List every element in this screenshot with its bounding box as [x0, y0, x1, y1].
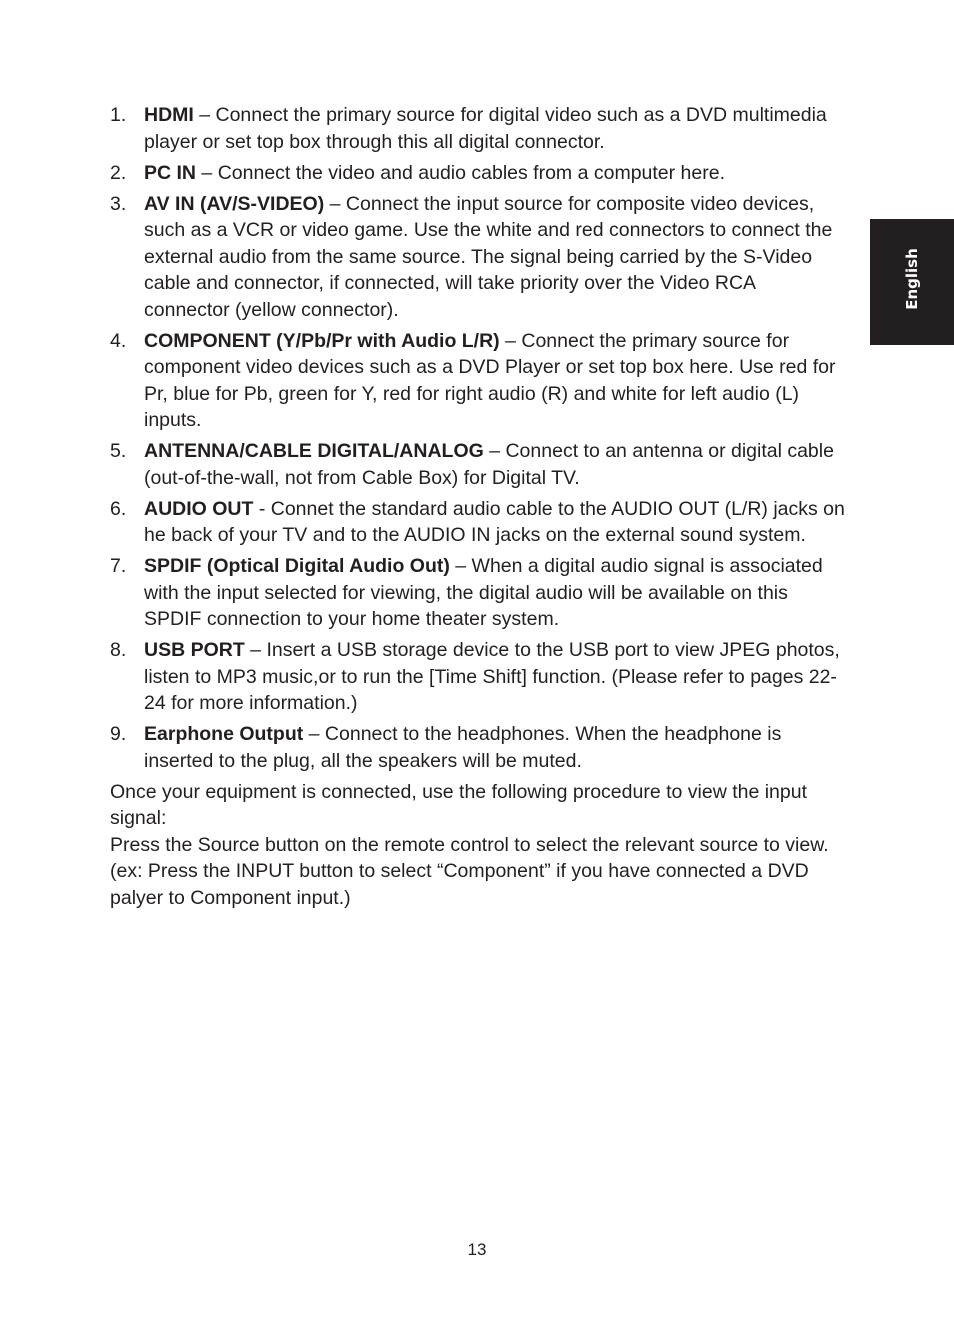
item-number: 9. [110, 723, 127, 745]
item-number: 2. [110, 161, 127, 184]
list-item-component [110, 328, 845, 434]
item-number: 7. [110, 555, 127, 577]
item-text: – Connect to an antenna or digital cable (out-of-the-wall, not from Cable Box) for Digital TV. [144, 440, 834, 489]
item-text: – When a digital audio signal is associated with the input selected for viewing, the digital audio will be available on this SPDIF connection to your home theater system. [144, 555, 823, 630]
procedure-example-paragraph: (ex: Press the INPUT button to select “Component” if you have connected a DVD palyer to Component input.) [110, 860, 809, 909]
list-item-spdif [110, 553, 845, 633]
item-number: 1. [110, 104, 127, 126]
list-item-pc-in [110, 160, 845, 187]
language-tab-label: English [903, 248, 921, 310]
item-term: Earphone Output [144, 723, 304, 745]
language-side-tab [870, 219, 954, 345]
item-text: – Connect the primary source for component video devices such as a DVD Player or set top box here. Use red for Pr, blue for Pb, green for Y, red for right audio (R) and white for left audio (L) inputs. [144, 329, 836, 431]
item-text: – Connect to the headphones. When the headphone is inserted to the plug, all the speakers will be muted. [144, 723, 782, 772]
list-item-hdmi [110, 102, 845, 155]
connector-list [110, 102, 845, 774]
item-term: PC IN [144, 161, 197, 184]
procedure-step-paragraph: Press the Source button on the remote control to select the relevant source to view. [110, 833, 829, 856]
item-number: 3. [110, 192, 127, 215]
item-text: – Insert a USB storage device to the USB port to view JPEG photos, listen to MP3 music,or to run the [Time Shift] function. (Please refer to pages 22-24 for more information.) [144, 639, 840, 714]
item-text: - Connet the standard audio cable to the AUDIO OUT (L/R) jacks on he back of your TV and to the AUDIO IN jacks on the external sound system. [144, 497, 845, 546]
item-number: 8. [110, 639, 127, 661]
item-number: 5. [110, 440, 127, 462]
item-number: 4. [110, 329, 127, 352]
item-text: – Connect the input source for composite video devices, such as a VCR or video game. Use the white and red connectors to connect the external audio from the same source. The signal being carried by the S-Video cable and connector, if connected, will take priority over the Video RCA connector (yellow connector). [144, 192, 833, 321]
item-term: COMPONENT (Y/Pb/Pr with Audio L/R) [144, 329, 500, 352]
item-number: 6. [110, 497, 127, 520]
item-term: AV IN (AV/S-VIDEO) [144, 192, 325, 215]
item-term: USB PORT [144, 639, 245, 661]
item-term: HDMI [144, 104, 194, 126]
list-item-audio-out [110, 496, 845, 549]
item-term: ANTENNA/CABLE DIGITAL/ANALOG [144, 440, 484, 462]
page-number: 13 [467, 1240, 487, 1259]
list-item-earphone-output [110, 721, 845, 774]
item-text: – Connect the video and audio cables from a computer here. [196, 161, 726, 184]
item-text: – Connect the primary source for digital video such as a DVD multimedia player or set top box through this all digital connector. [144, 104, 827, 153]
item-term: SPDIF (Optical Digital Audio Out) [144, 555, 450, 577]
list-item-usb-port [110, 637, 845, 717]
procedure-intro-paragraph: Once your equipment is connected, use the following procedure to view the input signal: [110, 780, 808, 829]
list-item-av-in [110, 191, 845, 324]
list-item-antenna-cable [110, 438, 845, 491]
page-content [110, 102, 845, 911]
item-term: AUDIO OUT [144, 497, 254, 520]
